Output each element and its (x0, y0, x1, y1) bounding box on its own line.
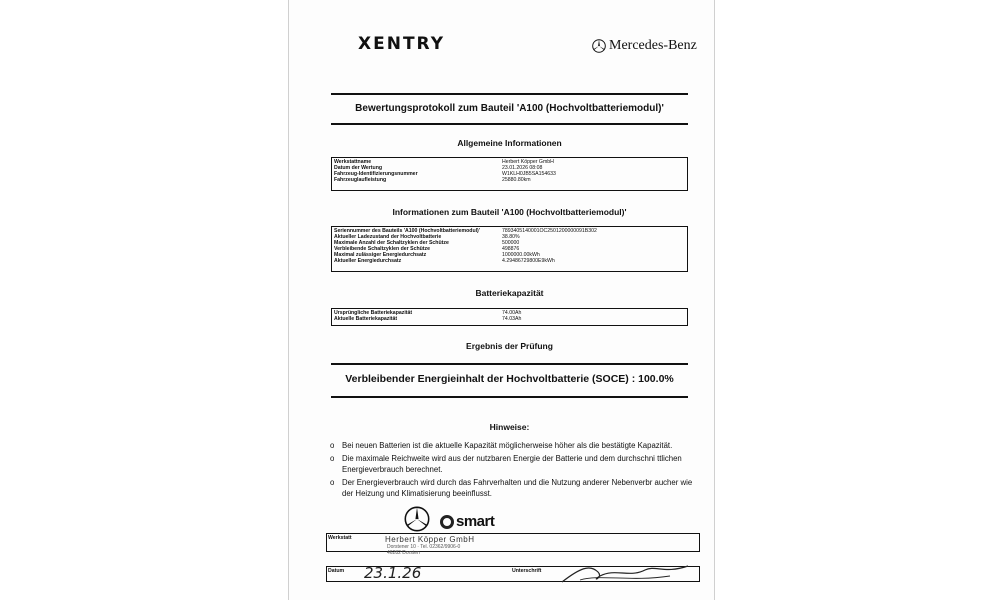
werkstatt-field (326, 533, 700, 552)
section-component-heading: Informationen zum Bauteil 'A100 (Hochvoltbatteriemodul)' (392, 207, 627, 217)
row-label: Verbleibende Schaltzyklen der Schütze (334, 246, 431, 252)
row-value: W1KLH0JB5SA154633 (502, 171, 556, 177)
notes-list (330, 440, 695, 501)
row-value: Herbert Köpper GmbH (502, 159, 554, 165)
unterschrift-label: Unterschrift (512, 568, 542, 574)
row-value: 498876 (502, 246, 520, 252)
list-item (330, 440, 695, 451)
note-text: Der Energieverbrauch wird durch das Fahrverhalten und die Nutzung anderer Nebenverbr aucher wie der Heizung und Klimatisierung beeinflusst. (342, 478, 693, 498)
row-value: 74.03Ah (502, 316, 522, 322)
title-rule-bottom (331, 123, 688, 125)
note-text: Bei neuen Batterien ist die aktuelle Kapazität möglicherweise höher als die bestätigte Kapazität. (342, 441, 673, 450)
row-value: 38.80% (502, 234, 520, 240)
row-label: Ursprüngliche Batteriekapazität (334, 310, 413, 316)
stamp-address: Dorstener 10 · Tel. 02362/9906-0 (387, 544, 461, 550)
row-label: Aktueller Ladezustand der Hochvoltbatterie (334, 234, 442, 240)
general-info-table (331, 157, 688, 191)
row-value: 4.29486729800E9kWh (502, 258, 555, 264)
document-page (288, 0, 715, 600)
werkstatt-label: Werkstatt (328, 535, 352, 541)
row-label: Werkstattname (334, 159, 372, 165)
bullet-marker: o (330, 441, 335, 450)
table-row (334, 316, 685, 322)
row-label: Fahrzeug-Identifizierungsnummer (334, 171, 418, 177)
stamp-name: Herbert Köpper GmbH (385, 535, 475, 544)
datum-label: Datum (328, 568, 345, 574)
soce-result: Verbleibender Energieinhalt der Hochvoltbatterie (SOCE) : 100.0% (345, 373, 674, 385)
row-value: 23.01.2026 08:08 (502, 165, 543, 171)
document-title: Bewertungsprotokoll zum Bauteil 'A100 (Hochvoltbatteriemodul)' (355, 103, 664, 114)
stamp-city: 46282 Dorsten (387, 550, 420, 556)
row-value: 25880.80km (502, 177, 531, 183)
row-label: Fahrzeuglaufleistung (334, 177, 387, 183)
smart-wordmark: smart (456, 513, 495, 530)
result-rule-top (331, 363, 688, 365)
smart-logo (440, 513, 494, 530)
notes-heading: Hinweise: (489, 422, 530, 432)
row-value: 74.00Ah (502, 310, 522, 316)
handwritten-date: 23.1.26 (364, 564, 422, 582)
mercedes-benz-wordmark: Mercedes-Benz (609, 38, 697, 53)
workshop-stamp (385, 535, 475, 556)
note-text: Die maximale Reichweite wird aus der nutzbaren Energie der Batterie und dem durchschni ttlichen Energieverbrauch berechnet. (342, 454, 682, 474)
result-rule-bottom (331, 396, 688, 398)
row-label: Maximale Anzahl der Schaltzyklen der Schütze (334, 240, 449, 246)
bullet-marker: o (330, 478, 335, 487)
mercedes-benz-logo (592, 38, 697, 54)
xentry-logo: XENTRY (358, 34, 446, 54)
section-result-heading: Ergebnis der Prüfung (466, 341, 553, 351)
section-general-heading: Allgemeine Informationen (457, 138, 562, 148)
table-row (334, 177, 685, 183)
list-item (330, 477, 695, 499)
row-label: Aktueller Energiedurchsatz (334, 258, 402, 264)
table-row (334, 258, 685, 264)
row-label: Maximal zulässiger Energiedurchsatz (334, 252, 427, 258)
row-label: Aktuelle Batteriekapazität (334, 316, 398, 322)
signature (560, 560, 690, 591)
list-item (330, 453, 695, 475)
capacity-table (331, 308, 688, 326)
smart-mark-icon (440, 515, 454, 529)
row-value: 500000 (502, 240, 520, 246)
row-value: 1000000.00kWh (502, 252, 540, 258)
row-value: 7893405140001OC2501200000091B302 (502, 228, 597, 234)
title-rule-top (331, 93, 688, 95)
section-capacity-heading: Batteriekapazität (475, 288, 544, 298)
bullet-marker: o (330, 454, 335, 463)
mercedes-star-icon (592, 39, 606, 53)
row-label: Seriennummer des Bauteils 'A100 (Hochvoltbatteriemodul)' (334, 228, 481, 234)
component-info-table (331, 226, 688, 272)
row-label: Datum der Wertung (334, 165, 383, 171)
